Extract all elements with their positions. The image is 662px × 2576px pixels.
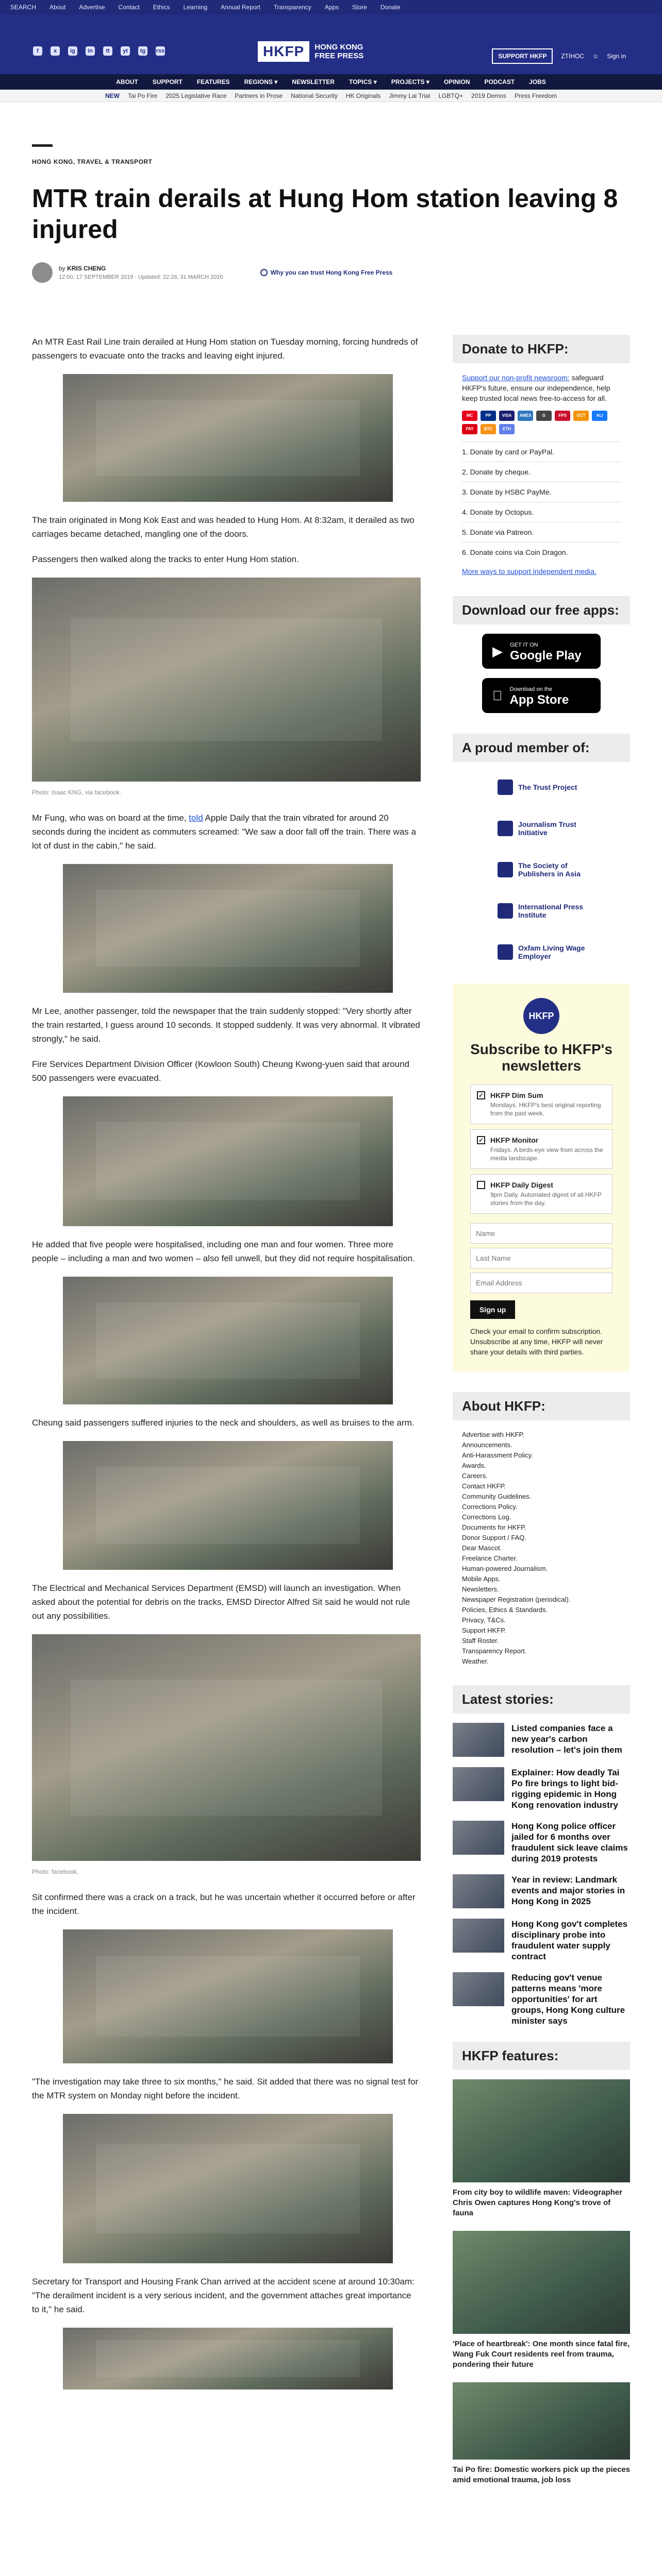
newsletter-note: Check your email to confirm subscription. Unsubscribe at any time, HKFP will never share your details with third parties. (470, 1327, 603, 1356)
nav-jobs[interactable]: JOBS (529, 78, 546, 86)
paragraph: "The investigation may take three to six months," he said. Sit added that there was no signal test for the MTR system on Monday night before the incident. (32, 2077, 419, 2100)
visa-icon[interactable]: VISA (499, 411, 515, 421)
feature-image (453, 2079, 630, 2182)
donate-option[interactable]: 1. Donate by card or PayPal. (462, 442, 621, 462)
track-damage-photo (32, 1634, 421, 1861)
paragraph-text: Apple Daily that the train vibrated for around 20 seconds during the incident as commuters screamed: "We saw a door fall off the train. There was a lot of dust in the cabin," he said. (32, 813, 416, 851)
play-icon: ▶ (492, 643, 503, 659)
latest-story[interactable] (453, 1821, 630, 1864)
paragraph: Passengers then walked along the tracks to enter Hung Hom station. (32, 554, 299, 564)
story-title: Listed companies face a new year's carbon resolution – let's join them (511, 1723, 622, 1755)
stretcher-photo (63, 2114, 393, 2263)
site-logo[interactable] (258, 41, 363, 62)
youtube-icon[interactable]: yt (121, 46, 130, 56)
nav-support[interactable]: SUPPORT (152, 78, 183, 86)
newsletter-name: HKFP Monitor (490, 1136, 539, 1144)
about-links (453, 1430, 630, 1667)
email-input[interactable] (470, 1273, 613, 1293)
newsletter-desc: Fridays. A birds-eye view from across the media landscape. (490, 1146, 603, 1162)
checkbox[interactable]: ✓ (477, 1091, 485, 1099)
trending-link[interactable]: Partners in Prose (235, 92, 283, 99)
article-header (32, 144, 630, 283)
trending-link[interactable]: HK Originals (345, 92, 381, 99)
contact-link[interactable]: Contact (118, 4, 140, 11)
donate-option[interactable]: 6. Donate coins via Coin Dragon. (462, 542, 621, 562)
paragraph (32, 811, 421, 853)
account-icon[interactable]: ☺ (592, 53, 599, 60)
donate-option[interactable]: 2. Donate by cheque. (462, 462, 621, 482)
paragraph: An MTR East Rail Line train derailed at Hung Hom station on Tuesday morning, forcing hundreds of passengers to evacuate onto the tracks and leaving eight injured. (32, 337, 418, 361)
passengers-on-tracks-photo (32, 578, 421, 782)
feature-stories (453, 2079, 630, 2485)
donate-option[interactable]: 4. Donate by Octopus. (462, 502, 621, 522)
about-link[interactable]: Support HKFP. (462, 1626, 506, 1634)
ethereum-icon[interactable]: ETH (499, 424, 515, 434)
rescue-under-train-photo (63, 1929, 393, 2063)
jti-icon (498, 821, 513, 836)
social-links (33, 46, 165, 56)
linkedin-icon[interactable]: in (86, 46, 95, 56)
trending-link[interactable]: Press Freedom (514, 92, 557, 99)
about-link[interactable]: Dear Mascot. (462, 1544, 502, 1552)
about-link[interactable]: Community Guidelines. (462, 1493, 532, 1500)
about-link[interactable]: Human-powered Journalism. (462, 1565, 548, 1572)
newsletter-option-monitor[interactable] (470, 1129, 613, 1169)
member-logo[interactable] (498, 854, 585, 886)
donate-option[interactable]: 3. Donate by HSBC PayMe. (462, 482, 621, 502)
instagram-icon[interactable]: ig (68, 46, 77, 56)
top-utility-bar (0, 0, 662, 14)
nav-opinion[interactable]: OPINION (443, 78, 470, 86)
about-link[interactable]: Transparency Report. (462, 1647, 527, 1655)
rescue-workers-photo (63, 864, 393, 993)
told-link[interactable]: told (189, 813, 203, 823)
trust-label: Why you can trust Hong Kong Free Press (270, 269, 393, 276)
store-link[interactable]: Store (352, 4, 367, 11)
newsletter-title: Subscribe to HKFP's newsletters (470, 1041, 613, 1074)
app-store-small: Download on the (500, 686, 542, 692)
sidebar (453, 335, 630, 2498)
byline (32, 262, 630, 283)
nav-newsletter[interactable]: NEWSLETTER (292, 78, 335, 86)
paragraph: Cheung said passengers suffered injuries to the neck and shoulders, as well as bruises to the arm. (32, 1418, 415, 1428)
about-link[interactable]: Privacy, T&Cs. (462, 1616, 506, 1624)
article-body (32, 335, 421, 2401)
about-link[interactable]: Weather. (462, 1657, 489, 1665)
article-title: MTR train derails at Hung Hom station leaving 8 injured (32, 184, 618, 244)
donate-support-link[interactable]: Support our non-profit newsroom: (462, 374, 570, 382)
nav-topics[interactable]: TOPICS ▾ (349, 78, 377, 86)
paragraph-text: Mr Fung, who was on board at the time, (32, 813, 187, 823)
payme-icon[interactable]: PAY (462, 424, 477, 434)
about-link[interactable]: Newsletters. (462, 1585, 499, 1593)
oxfam-icon (498, 944, 513, 960)
story-title: Reducing gov't venue patterns means 'more opportunities' for art groups, Hong Kong culture minister says (511, 1973, 625, 2026)
author-avatar (32, 262, 53, 283)
paypal-icon[interactable]: PP (481, 411, 496, 421)
support-hkfp-button[interactable]: SUPPORT HKFP (492, 48, 553, 64)
hkfp-badge-icon: HKFP (523, 998, 559, 1034)
about-link[interactable]: Awards. (462, 1462, 486, 1469)
more-ways-link[interactable]: More ways to support independent media. (462, 567, 597, 575)
publish-date: 12:00, 17 SEPTEMBER 2019 (59, 274, 134, 280)
latest-story[interactable] (453, 1723, 630, 1757)
newsletter-option-dim-sum[interactable] (470, 1084, 613, 1124)
about-heading: About HKFP: (453, 1392, 630, 1420)
trust-project-icon (498, 779, 513, 795)
learning-link[interactable]: Learning (183, 4, 208, 11)
member-name: International Press Institute (518, 903, 584, 919)
about-link[interactable]: Freelance Charter. (462, 1554, 518, 1562)
mastercard-icon[interactable]: MC (462, 411, 477, 421)
first-name-input[interactable] (470, 1223, 613, 1244)
story-title: Year in review: Landmark events and major stories in Hong Kong in 2025 (511, 1875, 625, 1906)
sign-in-link[interactable]: Sign in (607, 53, 626, 60)
octopus-icon[interactable]: OCT (573, 411, 589, 421)
newsletter-desc: 9pm Daily. Automated digest of all HKFP stories from the day. (490, 1191, 602, 1207)
article-photo (63, 2328, 393, 2389)
about-link[interactable]: Corrections Log. (462, 1513, 511, 1521)
story-thumbnail (453, 1767, 504, 1801)
main-navigation (0, 74, 662, 90)
app-store-label: App Store (500, 693, 559, 707)
sopa-icon (498, 862, 513, 877)
about-link[interactable]: Contact HKFP. (462, 1482, 506, 1490)
member-heading: A proud member of: (453, 734, 630, 762)
ipi-icon (498, 903, 513, 919)
about-link[interactable]: Donor Support / FAQ. (462, 1534, 527, 1541)
trending-link[interactable]: National Security (291, 92, 338, 99)
logo-text (315, 43, 363, 60)
donate-option[interactable]: 5. Donate via Patreon. (462, 522, 621, 542)
about-link[interactable]: Documents for HKFP. (462, 1523, 526, 1531)
logo-line-1: HONG KONG (315, 43, 363, 52)
about-link[interactable]: Newspaper Registration (periodical). (462, 1596, 571, 1603)
apps-link[interactable]: Apps (324, 4, 339, 11)
masthead (0, 14, 662, 74)
latest-story[interactable] (453, 1919, 630, 1962)
trending-link[interactable]: 2019 Demos (471, 92, 506, 99)
latest-stories (453, 1723, 630, 2026)
about-link[interactable]: Advertise with HKFP. (462, 1431, 525, 1438)
logo-line-2: FREE PRESS (315, 52, 364, 60)
about-link[interactable]: Staff Roster. (462, 1637, 499, 1645)
last-name-input[interactable] (470, 1248, 613, 1268)
photo-caption: Photo: facebook. (32, 1868, 79, 1875)
member-logo[interactable] (498, 895, 585, 927)
paragraph: Fire Services Department Division Officer (Kowloon South) Cheung Kwong-yuen said that around 500 passengers were evacuated. (32, 1059, 409, 1083)
emergency-crew-photo (63, 1277, 393, 1404)
trending-link[interactable]: Jimmy Lai Trial (389, 92, 431, 99)
paragraph: Mr Lee, another passenger, told the newspaper that the train suddenly stopped: "Very shortly after the train restarted, I guess around 10 seconds. It stopped suddenly. It was very abnormal. It vibrated strongly," he said. (32, 1006, 420, 1044)
logo-mark: HKFP (258, 41, 309, 62)
about-link[interactable]: About (49, 4, 66, 11)
newsletter-name: HKFP Dim Sum (490, 1091, 543, 1099)
story-title: Explainer: How deadly Tai Po fire brings to light bid-rigging epidemic in Hong Kong renovation industry (511, 1768, 620, 1810)
about-link[interactable]: Corrections Policy. (462, 1503, 518, 1511)
member-name: The Trust Project (518, 783, 577, 791)
google-play-label: Google Play (510, 649, 582, 663)
alipay-icon[interactable]: ALI (592, 411, 607, 421)
new-label: NEW (105, 92, 120, 99)
donate-link[interactable]: Donate (380, 4, 401, 11)
facebook-icon[interactable]: f (33, 46, 42, 56)
telegram-icon[interactable]: tg (138, 46, 147, 56)
google-pay-icon[interactable]: G (536, 411, 552, 421)
header-rule (32, 144, 53, 147)
x-icon[interactable]: x (51, 46, 60, 56)
story-thumbnail (453, 1821, 504, 1855)
paragraph: Sit confirmed there was a crack on a track, but he was uncertain whether it occurred before or after the incident. (32, 1892, 416, 1916)
about-link[interactable]: Announcements. (462, 1441, 512, 1449)
checkbox[interactable] (477, 1181, 485, 1189)
newsletter-desc: Mondays. HKFP's best original reporting from the past week. (490, 1101, 601, 1117)
trust-link[interactable] (260, 269, 393, 276)
story-title: Hong Kong police officer jailed for 6 months over fraudulent sick leave claims during 2019 protests (511, 1821, 628, 1863)
updated-date: Updated: 22:26, 31 MARCH 2020 (138, 274, 223, 280)
member-name: The Society of Publishers in Asia (518, 861, 581, 878)
nav-projects[interactable]: PROJECTS ▾ (391, 78, 429, 86)
google-play-button[interactable] (482, 634, 601, 669)
feature-title: Tai Po fire: Domestic workers pick up the pieces amid emotional trauma, job loss (453, 2465, 630, 2484)
latest-story[interactable] (453, 1874, 630, 1908)
paragraph: The train originated in Mong Kok East and was headed to Hung Hom. At 8:32am, it derailed as two carriages became detached, mangling one of the doors. (32, 515, 415, 539)
checkbox[interactable]: ✓ (477, 1136, 485, 1144)
feature-image (453, 2231, 630, 2334)
masthead-actions (492, 48, 626, 64)
rss-icon[interactable]: rss (156, 46, 165, 56)
trending-bar (0, 90, 662, 102)
fps-icon[interactable]: FPS (555, 411, 570, 421)
advertise-link[interactable]: Advertise (79, 4, 105, 11)
derailed-carriage-photo (63, 1096, 393, 1226)
google-play-small: GET IT ON (510, 642, 538, 648)
payment-methods (453, 403, 630, 442)
sign-up-button[interactable]: Sign up (470, 1300, 515, 1319)
paragraph: The Electrical and Mechanical Services Department (EMSD) will launch an investigation. When asked about the potential for debris on the tracks, EMSD Director Alfred Sit said he would not rule out any possibilities. (32, 1583, 410, 1621)
paragraph: Secretary for Transport and Housing Frank Chan arrived at the accident scene at around 10:30am: "The derailment incident is a very serious incident, and the government attaches great importance to it," he said. (32, 2277, 415, 2314)
story-thumbnail (453, 1874, 504, 1908)
amex-icon[interactable]: AMEX (518, 411, 533, 421)
donate-text (453, 372, 630, 403)
story-thumbnail (453, 1972, 504, 2006)
trending-link[interactable]: 2025 Legislative Race (166, 92, 227, 99)
about-link[interactable]: Anti-Harassment Policy. (462, 1451, 533, 1459)
donate-heading: Donate to HKFP: (453, 335, 630, 363)
feature-story[interactable] (453, 2382, 630, 2485)
chinese-edition-link[interactable]: ZTIHOC (561, 53, 585, 60)
photo-caption: Photo: Isaac KNG, via facebook. (32, 789, 122, 796)
apple-icon (492, 688, 503, 704)
app-store-button[interactable] (482, 678, 601, 713)
story-title: Hong Kong gov't completes disciplinary probe into fraudulent water supply contract (511, 1919, 628, 1961)
trending-link[interactable]: Tai Po Fire (127, 92, 158, 99)
author-line (59, 265, 223, 272)
feature-title: From city boy to wildlife maven: Videographer Chris Owen captures Hong Kong's trove of fauna (453, 2188, 622, 2217)
feature-title: 'Place of heartbreak': One month since fatal fire, Wang Fuk Court residents reel from trauma, pondering their future (453, 2340, 630, 2369)
trust-icon (260, 269, 268, 276)
derailed-train-photo (63, 374, 393, 502)
latest-story[interactable] (453, 1972, 630, 2026)
nav-about[interactable]: ABOUT (116, 78, 138, 86)
search-link[interactable]: SEARCH (10, 4, 37, 11)
newsletter-name: HKFP Daily Digest (490, 1181, 553, 1189)
train-end-photo (63, 1441, 393, 1570)
transparency-link[interactable]: Transparency (273, 4, 311, 11)
newsletter-signup (453, 984, 630, 1371)
tiktok-icon[interactable]: tt (103, 46, 112, 56)
about-link[interactable]: Policies, Ethics & Standards. (462, 1606, 548, 1614)
member-logo[interactable] (498, 812, 585, 844)
feature-image (453, 2382, 630, 2460)
trending-link[interactable]: LGBTQ+ (438, 92, 463, 99)
feature-story[interactable] (453, 2079, 630, 2218)
paragraph: He added that five people were hospitalised, including one man and four women. Three more people – including a man and two women – also fell unwell, but they did not require hospitalisation. (32, 1240, 415, 1263)
member-name: Oxfam Living Wage Employer (518, 944, 585, 960)
story-thumbnail (453, 1919, 504, 1953)
story-thumbnail (453, 1723, 504, 1757)
donate-description: safeguard HKFP's future, ensure our independence, help keep trusted local news free-to-access for all. (462, 374, 610, 402)
member-name: Journalism Trust Initiative (518, 820, 576, 837)
features-heading: HKFP features: (453, 2042, 630, 2070)
ethics-link[interactable]: Ethics (153, 4, 170, 11)
feature-story[interactable] (453, 2231, 630, 2370)
about-link[interactable]: Mobile Apps. (462, 1575, 501, 1583)
article-category[interactable]: HONG KONG, TRAVEL & TRANSPORT (32, 158, 153, 165)
article-dates: 12:00, 17 SEPTEMBER 2019 · Updated: 22:26, 31 MARCH 2020 (59, 274, 223, 280)
author-prefix: by (59, 265, 65, 272)
donate-options (453, 442, 630, 562)
member-logo[interactable] (498, 771, 585, 803)
nav-regions[interactable]: REGIONS ▾ (244, 78, 278, 86)
member-logo[interactable] (498, 936, 585, 968)
about-link[interactable]: Careers. (462, 1472, 488, 1480)
apps-heading: Download our free apps: (453, 596, 630, 624)
nav-podcast[interactable]: PODCAST (484, 78, 515, 86)
bitcoin-icon[interactable]: BTC (481, 424, 496, 434)
author-name[interactable]: KRIS CHENG (67, 265, 106, 272)
latest-heading: Latest stories: (453, 1685, 630, 1714)
annual-report-link[interactable]: Annual Report (221, 4, 260, 11)
nav-features[interactable]: FEATURES (196, 78, 230, 86)
newsletter-option-daily-digest[interactable] (470, 1174, 613, 1214)
latest-story[interactable] (453, 1767, 630, 1810)
